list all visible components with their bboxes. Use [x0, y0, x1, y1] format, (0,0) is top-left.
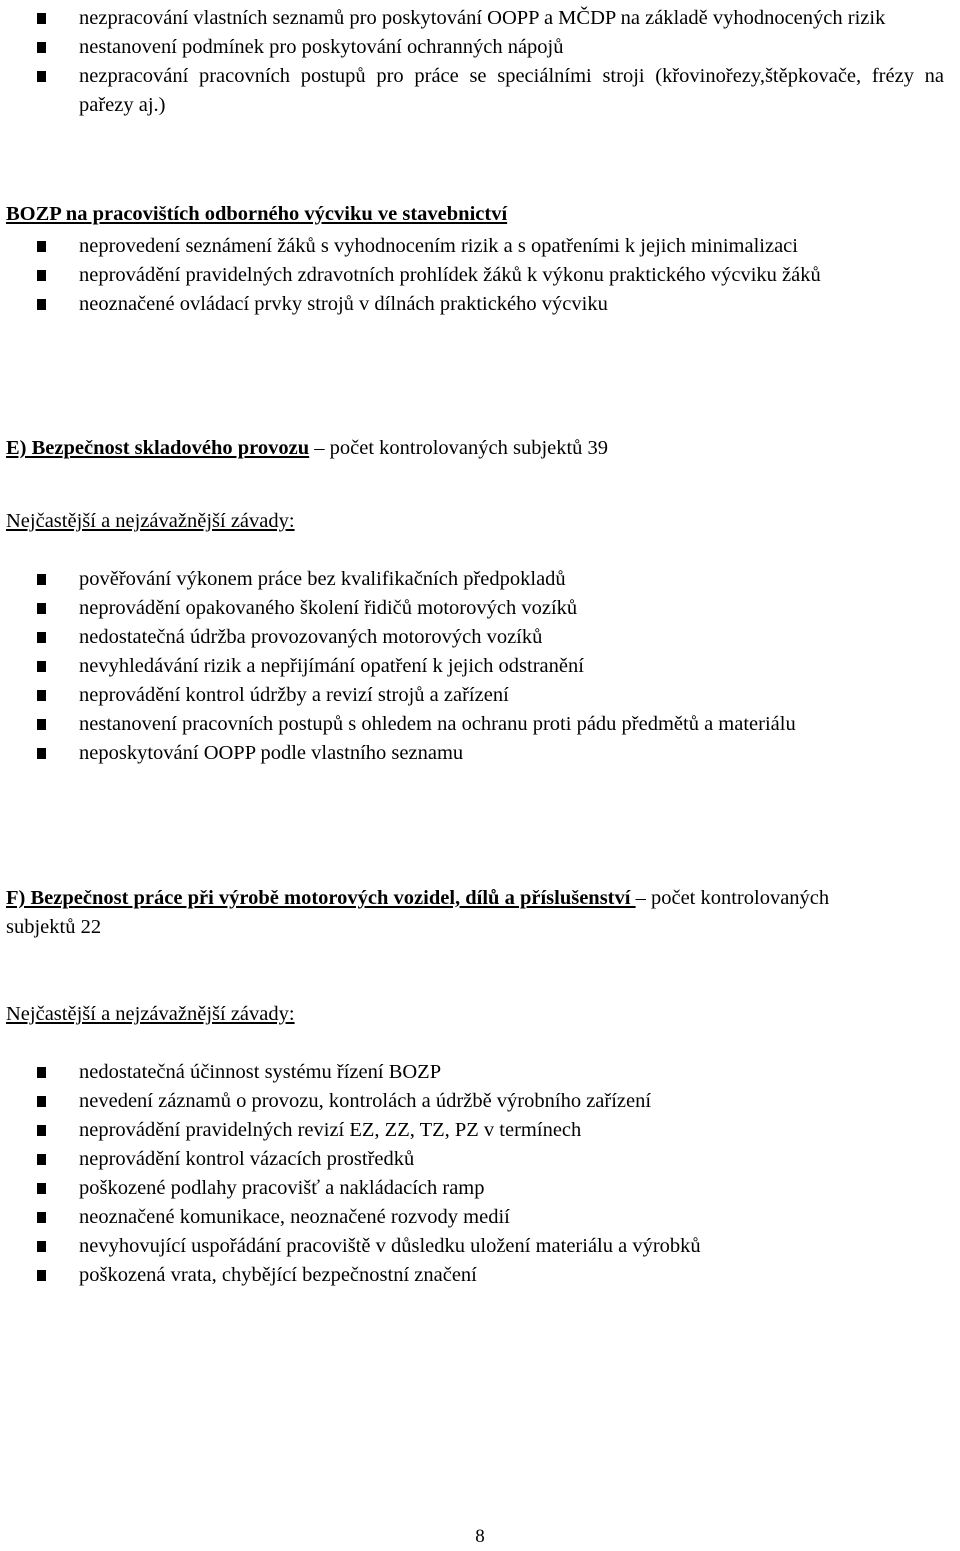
- list-item: neposkytování OOPP podle vlastního seznamu: [6, 739, 956, 768]
- list-item: nevyhovující uspořádání pracoviště v důsledku uložení materiálu a výrobků: [6, 1232, 956, 1261]
- list-item: poškozené podlahy pracovišť a nakládacích ramp: [6, 1174, 956, 1203]
- section-e-title: [6, 434, 956, 463]
- list-item: nevyhledávání rizik a nepřijímání opatření k jejich odstranění: [6, 652, 956, 681]
- list-item: neprovádění pravidelných zdravotních prohlídek žáků k výkonu praktického výcviku žáků: [6, 261, 956, 290]
- list-item: nevedení záznamů o provozu, kontrolách a údržbě výrobního zařízení: [6, 1087, 956, 1116]
- list-item: neprovádění kontrol vázacích prostředků: [6, 1145, 956, 1174]
- list-item: neprovádění kontrol údržby a revizí strojů a zařízení: [6, 681, 956, 710]
- list-item: nezpracování vlastních seznamů pro poskytování OOPP a MČDP na základě vyhodnocených rizik: [6, 4, 956, 33]
- section-f-count: – počet kontrolovaných subjektů 22: [6, 887, 830, 938]
- bozp-list: [6, 232, 956, 319]
- bozp-heading: BOZP na pracovištích odborného výcviku ve stavebnictví: [6, 203, 508, 225]
- list-item: nestanovení pracovních postupů s ohledem na ochranu proti pádu předmětů a materiálu: [6, 710, 956, 739]
- section-f-list: [6, 1058, 956, 1290]
- page-number: 8: [475, 1526, 485, 1547]
- intro-list: [6, 4, 956, 120]
- section-e-list: [6, 565, 956, 768]
- list-item: neprovádění opakovaného školení řidičů motorových vozíků: [6, 594, 956, 623]
- list-item: nedostatečná účinnost systému řízení BOZP: [6, 1058, 956, 1087]
- section-f-heading: F) Bezpečnost práce při výrobě motorových vozidel, dílů a příslušenství: [6, 887, 636, 909]
- list-item: nestanovení podmínek pro poskytování ochranných nápojů: [6, 33, 956, 62]
- section-e-subheading: Nejčastější a nejzávažnější závady:: [6, 510, 295, 532]
- section-f-subheading: Nejčastější a nejzávažnější závady:: [6, 1003, 295, 1025]
- section-f-title: [6, 884, 956, 942]
- list-item: neoznačené ovládací prvky strojů v dílnách praktického výcviku: [6, 290, 956, 319]
- document-page: [6, 4, 956, 1290]
- list-item: nezpracování pracovních postupů pro práce se speciálními stroji (křovinořezy,štěpkovače, frézy na pařezy aj.): [6, 62, 956, 120]
- list-item: nedostatečná údržba provozovaných motorových vozíků: [6, 623, 956, 652]
- list-item: neoznačené komunikace, neoznačené rozvody medií: [6, 1203, 956, 1232]
- list-item: pověřování výkonem práce bez kvalifikačních předpokladů: [6, 565, 956, 594]
- section-e-heading: E) Bezpečnost skladového provozu: [6, 437, 310, 459]
- list-item: neprovádění pravidelných revizí EZ, ZZ, TZ, PZ v termínech: [6, 1116, 956, 1145]
- section-e-count: – počet kontrolovaných subjektů 39: [309, 437, 609, 459]
- list-item: poškozená vrata, chybějící bezpečnostní značení: [6, 1261, 956, 1290]
- list-item: neprovedení seznámení žáků s vyhodnocením rizik a s opatřeními k jejich minimalizaci: [6, 232, 956, 261]
